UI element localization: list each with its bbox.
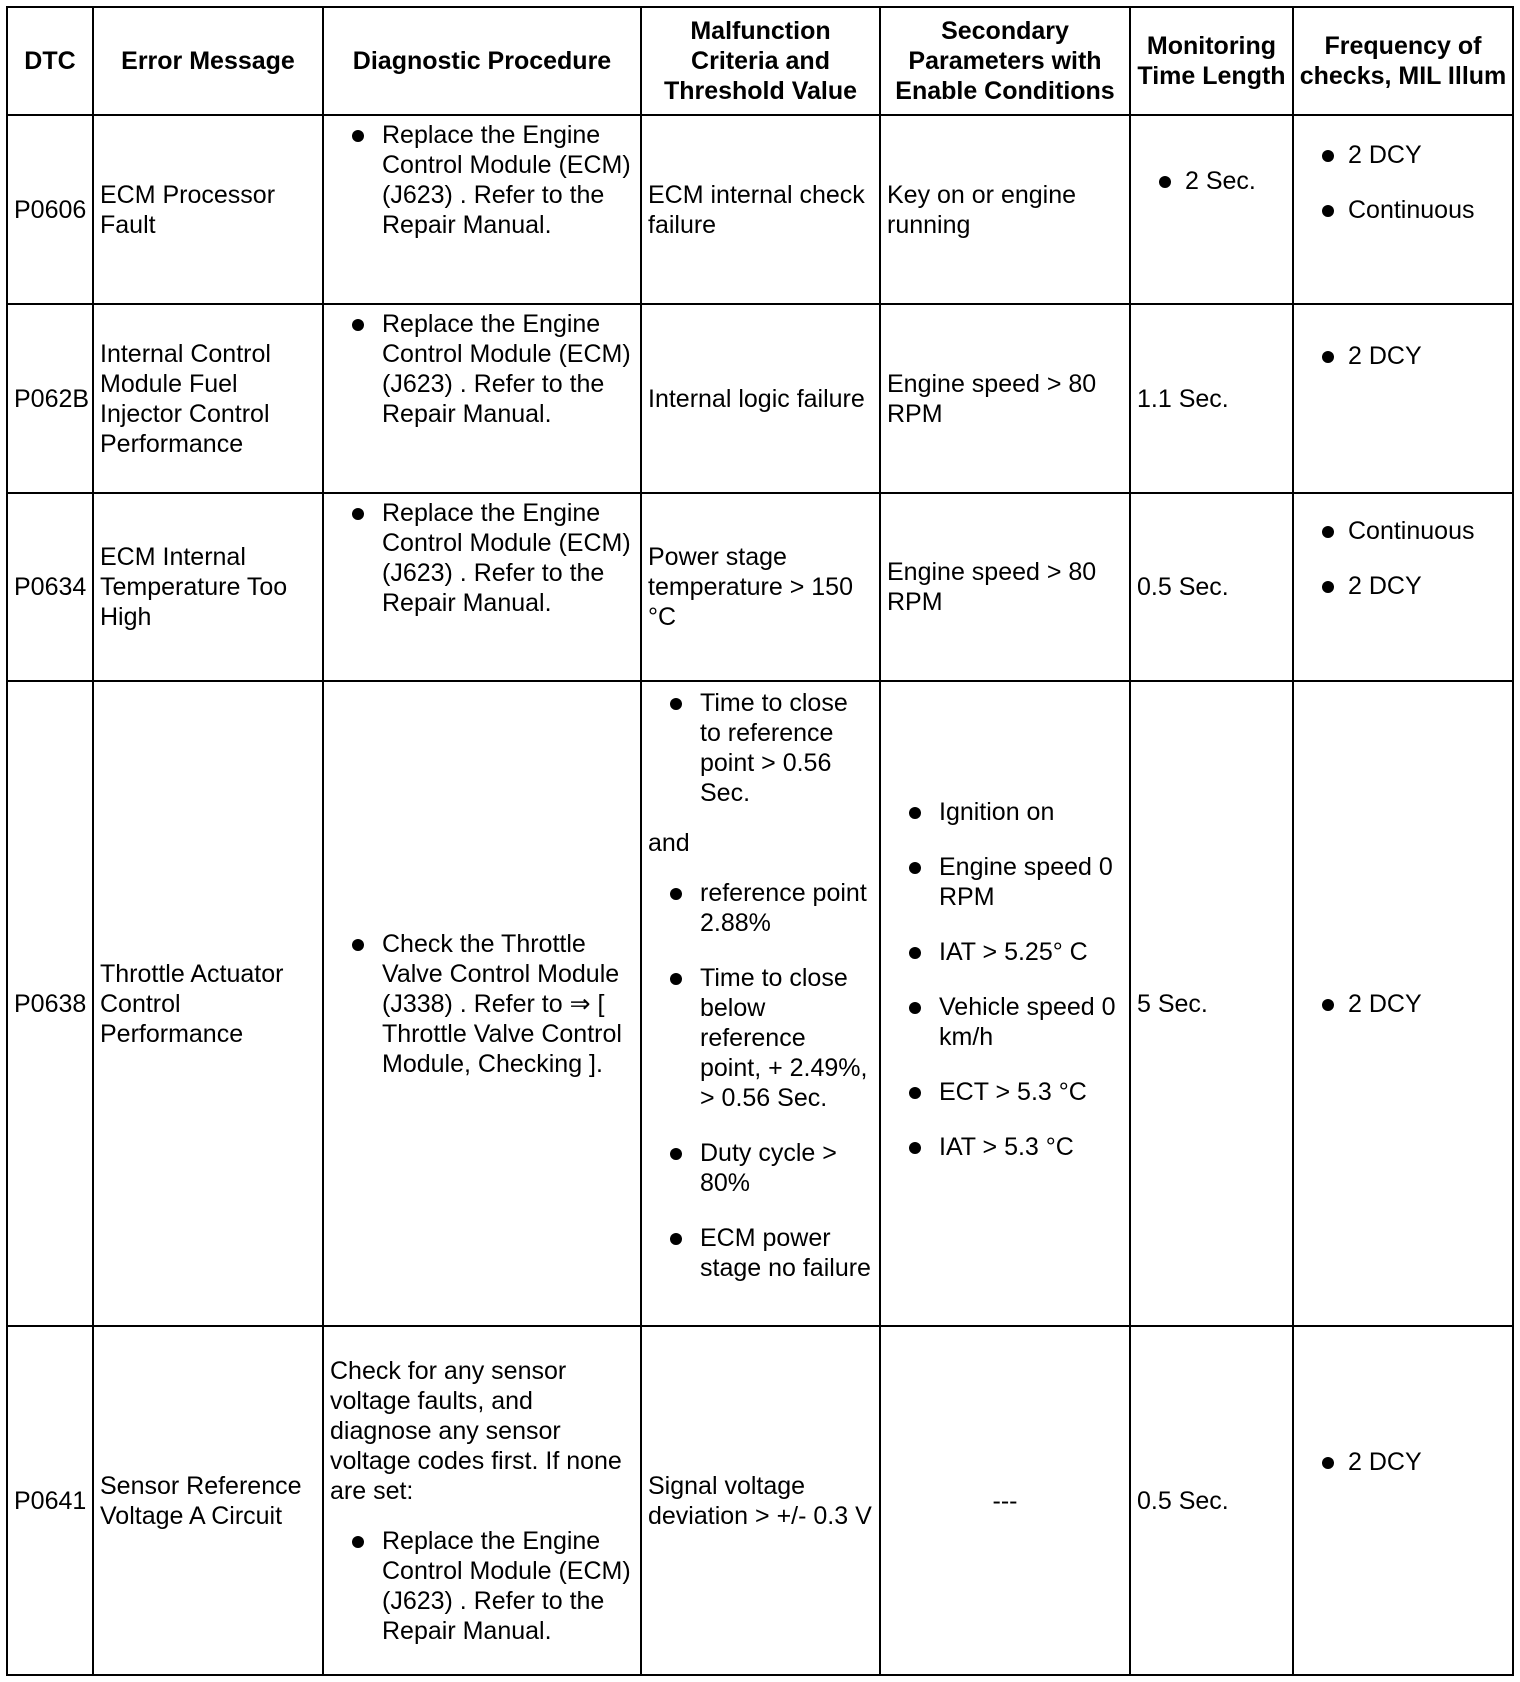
table-row [7, 115, 1513, 304]
procedure-bullet: Replace the Engine Control Module (ECM) (J623) . Refer to the Repair Manual. [330, 120, 634, 240]
secondary-bullet: Engine speed 0 RPM [887, 852, 1123, 912]
procedure-intro: Check for any sensor voltage faults, and diagnose any sensor voltage codes first. If none are set: [330, 1356, 622, 1505]
diagnostic-procedure [323, 1326, 641, 1675]
secondary-parameters: --- [880, 1326, 1130, 1675]
secondary-parameters: Engine speed > 80 RPM [880, 493, 1130, 681]
error-message: Throttle Actuator Control Performance [93, 681, 323, 1326]
procedure-bullet: Replace the Engine Control Module (ECM) (J623) . Refer to the Repair Manual. [330, 309, 634, 429]
secondary-bullet: IAT > 5.25° C [887, 937, 1123, 967]
frequency-cell [1293, 681, 1513, 1326]
malfunction-criteria: Signal voltage deviation > +/- 0.3 V [641, 1326, 880, 1675]
malfunction-bullet: ECM power stage no failure [648, 1223, 873, 1283]
secondary-parameters: Key on or engine running [880, 115, 1130, 304]
table-row [7, 1326, 1513, 1675]
frequency-bullet: 2 DCY [1300, 571, 1506, 601]
procedure-bullet: Replace the Engine Control Module (ECM) (J623) . Refer to the Repair Manual. [330, 498, 634, 618]
dtc-table [6, 6, 1514, 1676]
frequency-bullet: 2 DCY [1300, 1447, 1506, 1477]
monitoring-time: 0.5 Sec. [1130, 493, 1293, 681]
frequency-bullet: 2 DCY [1300, 341, 1506, 371]
dtc-code: P0634 [7, 493, 93, 681]
header-row [7, 7, 1513, 115]
dtc-code: P0638 [7, 681, 93, 1326]
malfunction-criteria: ECM internal check failure [641, 115, 880, 304]
header-diagnostic-procedure: Diagnostic Procedure [323, 7, 641, 115]
header-malfunction-criteria: Malfunction Criteria and Threshold Value [641, 7, 880, 115]
header-error-message: Error Message [93, 7, 323, 115]
frequency-bullet: Continuous [1300, 516, 1506, 546]
diagnostic-procedure [323, 304, 641, 493]
frequency-bullet: 2 DCY [1300, 140, 1506, 170]
dtc-code: P0606 [7, 115, 93, 304]
error-message: ECM Processor Fault [93, 115, 323, 304]
header-frequency: Frequency of checks, MIL Illum [1293, 7, 1513, 115]
table-row [7, 493, 1513, 681]
frequency-cell [1293, 1326, 1513, 1675]
frequency-bullet: Continuous [1300, 195, 1506, 225]
and-connector: and [648, 829, 690, 857]
monitoring-time: 0.5 Sec. [1130, 1326, 1293, 1675]
table-row [7, 304, 1513, 493]
malfunction-bullet: Time to close below reference point, + 2.49%, > 0.56 Sec. [648, 963, 873, 1113]
header-dtc: DTC [7, 7, 93, 115]
frequency-cell [1293, 115, 1513, 304]
malfunction-criteria: Power stage temperature > 150 °C [641, 493, 880, 681]
malfunction-bullet: Time to close to reference point > 0.56 Sec. [648, 688, 873, 808]
diagnostic-procedure [323, 115, 641, 304]
secondary-bullet: Ignition on [887, 797, 1123, 827]
header-monitoring-time: Monitoring Time Length [1130, 7, 1293, 115]
frequency-cell [1293, 493, 1513, 681]
monitoring-time [1130, 115, 1293, 304]
secondary-bullet: ECT > 5.3 °C [887, 1077, 1123, 1107]
header-secondary-parameters: Secondary Parameters with Enable Conditions [880, 7, 1130, 115]
malfunction-bullet: Duty cycle > 80% [648, 1138, 873, 1198]
table-row [7, 681, 1513, 1326]
monitoring-time: 5 Sec. [1130, 681, 1293, 1326]
secondary-bullet: IAT > 5.3 °C [887, 1132, 1123, 1162]
error-message: Internal Control Module Fuel Injector Control Performance [93, 304, 323, 493]
frequency-cell [1293, 304, 1513, 493]
frequency-bullet: 2 DCY [1300, 989, 1506, 1019]
error-message: ECM Internal Temperature Too High [93, 493, 323, 681]
malfunction-criteria: Internal logic failure [641, 304, 880, 493]
diagnostic-procedure [323, 681, 641, 1326]
dtc-code: P0641 [7, 1326, 93, 1675]
monitoring-time: 1.1 Sec. [1130, 304, 1293, 493]
secondary-bullet: Vehicle speed 0 km/h [887, 992, 1123, 1052]
monitoring-bullet: 2 Sec. [1137, 166, 1286, 196]
dtc-code: P062B [7, 304, 93, 493]
procedure-bullet: Replace the Engine Control Module (ECM) (J623) . Refer to the Repair Manual. [330, 1526, 634, 1646]
diagnostic-procedure [323, 493, 641, 681]
secondary-parameters: Engine speed > 80 RPM [880, 304, 1130, 493]
malfunction-criteria [641, 681, 880, 1326]
error-message: Sensor Reference Voltage A Circuit [93, 1326, 323, 1675]
secondary-parameters [880, 681, 1130, 1326]
procedure-bullet: Check the Throttle Valve Control Module (J338) . Refer to ⇒ [ Throttle Valve Control Module, Checking ]. [330, 929, 634, 1079]
malfunction-bullet: reference point 2.88% [648, 878, 873, 938]
